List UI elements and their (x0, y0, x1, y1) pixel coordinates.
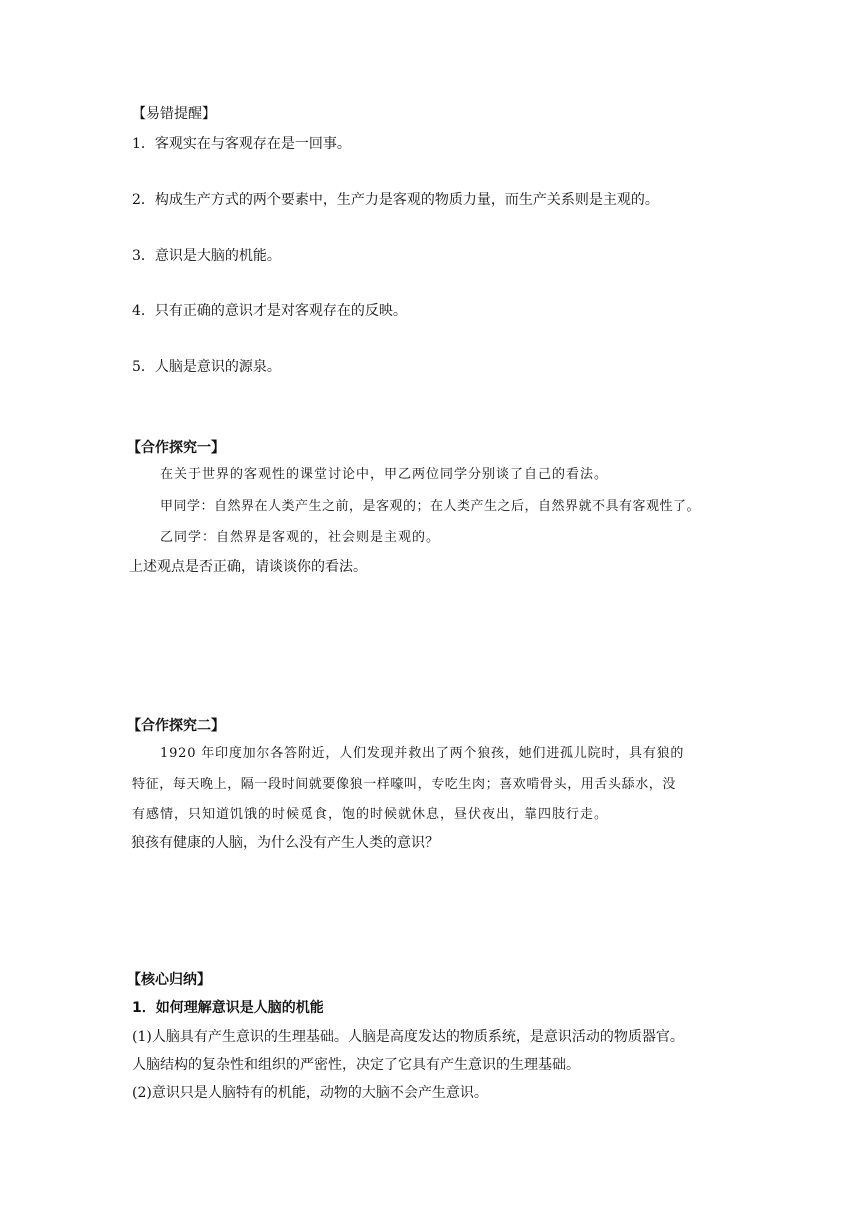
mistake-item-4: 4．只有正确的意识才是对客观存在的反映。 (132, 303, 407, 319)
mistake-item-2: 2．构成生产方式的两个要素中，生产力是客观的物质力量，而生产关系则是主观的。 (132, 192, 659, 208)
inquiry2-question: 狼孩有健康的人脑，为什么没有产生人类的意识？ (131, 835, 439, 851)
inquiry1-question: 上述观点是否正确，请谈谈你的看法。 (129, 559, 367, 575)
inquiry2-heading: 【合作探究二】 (127, 718, 225, 734)
summary-subheading: 1．如何理解意识是人脑的机能 (132, 1000, 324, 1016)
inquiry2-line-2: 特征，每天晚上，隔一段时间就要像狼一样嚎叫，专吃生肉；喜欢啃骨头，用舌头舔水，没 (132, 777, 677, 792)
inquiry1-heading: 【合作探究一】 (127, 440, 225, 456)
mistake-item-5: 5．人脑是意识的源泉。 (132, 359, 281, 375)
inquiry1-line-2: 甲同学：自然界在人类产生之前，是客观的；在人类产生之后，自然界就不具有客观性了。 (160, 499, 701, 514)
inquiry2-line-3: 有感情，只知道饥饿的时候觅食，饱的时候就休息，昼伏夜出，靠四肢行走。 (132, 807, 609, 822)
summary-line-3: (2)意识只是人脑特有的机能，动物的大脑不会产生意识。 (132, 1085, 488, 1101)
mistake-item-1: 1．客观实在与客观存在是一回事。 (132, 136, 351, 152)
inquiry1-line-3: 乙同学：自然界是客观的，社会则是主观的。 (160, 530, 441, 545)
inquiry2-line-1: 1920 年印度加尔各答附近，人们发现并救出了两个狼孩，她们进孤儿院时，具有狼的 (160, 746, 685, 761)
inquiry1-line-1: 在关于世界的客观性的课堂讨论中，甲乙两位同学分别谈了自己的看法。 (160, 467, 609, 482)
summary-line-2: 人脑结构的复杂性和组织的严密性，决定了它具有产生意识的生理基础。 (132, 1057, 580, 1073)
summary-heading: 【核心归纳】 (127, 972, 211, 988)
summary-line-1: (1)人脑具有产生意识的生理基础。人脑是高度发达的物质系统，是意识活动的物质器官。 (132, 1029, 684, 1045)
mistake-item-3: 3．意识是大脑的机能。 (132, 248, 281, 264)
mistakes-heading: 【易错提醒】 (132, 106, 216, 122)
